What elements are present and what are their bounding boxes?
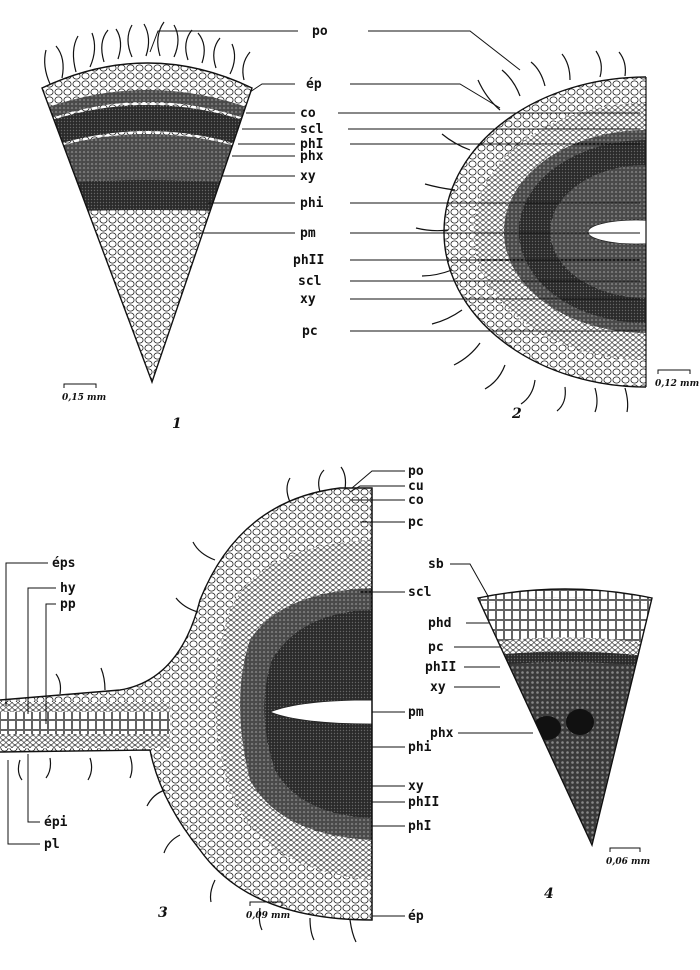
label-hy: hy xyxy=(60,581,76,596)
panel-2-stem-section xyxy=(416,51,684,412)
figure-number-3: 3 xyxy=(158,905,168,921)
label-po: po xyxy=(312,24,328,39)
leader-p1-0 xyxy=(150,31,298,52)
scale-label-3: 0,09 mm xyxy=(246,911,291,921)
label-scl-3: scl xyxy=(408,585,432,600)
label-phi: phi xyxy=(300,196,324,211)
leader-p2-1 xyxy=(350,84,500,108)
label-pm-3: pm xyxy=(408,705,424,720)
panel-1-stem-section xyxy=(30,22,270,390)
label-phII: phII xyxy=(293,253,325,268)
label-cu: cu xyxy=(408,479,424,494)
label-pm: pm xyxy=(300,226,316,241)
label-scl: scl xyxy=(300,122,324,137)
scale-bar-2 xyxy=(655,370,699,389)
scale-label-1: 0,15 mm xyxy=(62,393,107,403)
leader-p3l-4 xyxy=(8,760,40,844)
label-pc: pc xyxy=(302,324,318,339)
label-phII-3: phII xyxy=(408,795,440,810)
label-po-3: po xyxy=(408,464,424,479)
label-epi: épi xyxy=(44,815,68,830)
label-pp: pp xyxy=(60,597,76,612)
label-co: co xyxy=(300,106,316,121)
label-co-3: co xyxy=(408,493,424,508)
label-phI-3: phI xyxy=(408,819,432,834)
scale-label-2: 0,12 mm xyxy=(655,379,700,389)
label-xy-2: xy xyxy=(300,292,316,307)
label-pc-3: pc xyxy=(408,515,424,530)
label-ep: ép xyxy=(306,77,322,92)
figure-number-4: 4 xyxy=(544,886,554,902)
figure-number-2: 2 xyxy=(512,406,522,422)
scale-bar-4 xyxy=(606,848,650,867)
label-phi-3: phi xyxy=(408,740,432,755)
label-ep-3: ép xyxy=(408,909,424,924)
label-phII-4: phII xyxy=(425,660,457,675)
figure-number-1: 1 xyxy=(172,416,182,432)
label-phd: phd xyxy=(428,616,452,631)
label-sb: sb xyxy=(428,557,444,572)
label-xy: xy xyxy=(300,169,316,184)
label-phx-4: phx xyxy=(430,726,454,741)
panel-4-root-section xyxy=(470,575,660,855)
label-pl: pl xyxy=(44,837,60,852)
scale-label-4: 0,06 mm xyxy=(606,857,651,867)
leader-p4-0 xyxy=(450,564,488,596)
labels-panels-1-2 xyxy=(293,24,328,339)
leader-p3l-3 xyxy=(28,754,40,822)
leader-p3l-0 xyxy=(6,563,48,706)
scale-bar-1 xyxy=(62,384,106,403)
label-pc-4: pc xyxy=(428,640,444,655)
label-phx: phx xyxy=(300,149,324,164)
label-eps: éps xyxy=(52,556,76,571)
label-xy-3: xy xyxy=(408,779,424,794)
label-xy-4: xy xyxy=(430,680,446,695)
leader-p1-1 xyxy=(250,84,295,92)
panel-3-winged-stem-section xyxy=(0,467,380,942)
leader-p3r-0 xyxy=(352,471,405,488)
leader-p2-0 xyxy=(368,31,520,70)
label-scl-2: scl xyxy=(298,274,322,289)
label-phI: phI xyxy=(300,137,324,152)
